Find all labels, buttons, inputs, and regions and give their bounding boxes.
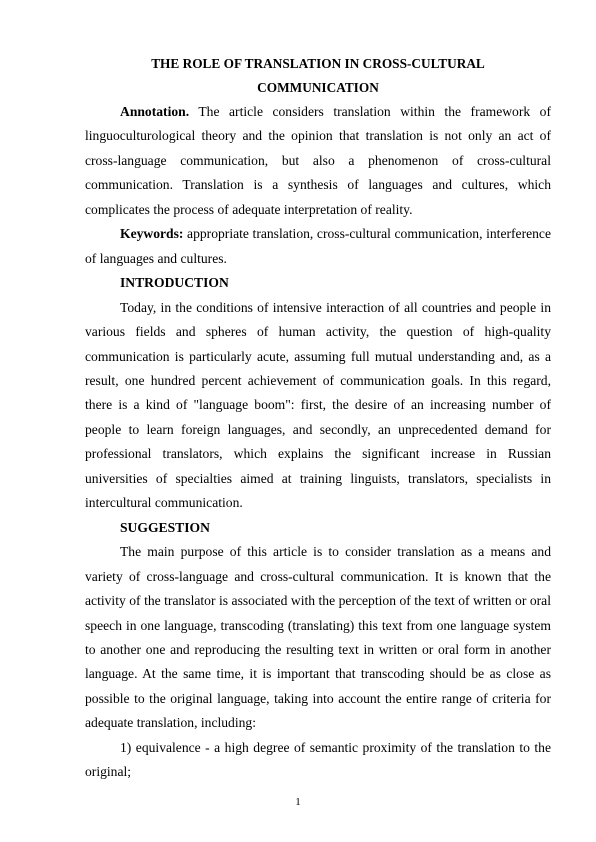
article-title — [85, 52, 551, 100]
document-page — [85, 52, 551, 785]
suggestion-heading: SUGGESTION — [120, 519, 210, 535]
suggestion-paragraph: The main purpose of this article is to consider translation as a means and variety of cross-language and cross-cultural communication. It is known that the activity of the translator is associated with the perception of the text of written or oral speech in one language, transcoding (translating) this text from one language system to another one and reproducing the resulting text in written or oral form in another language. At the same time, it is important that transcoding should be as close as possible to the original language, taking into account the entire range of criteria for adequate translation, including: — [85, 544, 551, 731]
list-item-equivalence: 1) equivalence - a high degree of semantic proximity of the translation to the original; — [85, 739, 551, 780]
keywords-text: appropriate translation, cross-cultural communication, interference of languages and cultures. — [85, 226, 551, 266]
page-number: 1 — [295, 796, 301, 808]
introduction-heading: INTRODUCTION — [120, 275, 229, 291]
introduction-paragraph: Today, in the conditions of intensive interaction of all countries and people in various fields and spheres of human activity, the question of high-quality communication is particularly acute, assuming full mutual understanding and, as a result, one hundred percent achievement of communication goals. In this regard, there is a kind of "language boom": first, the desire of an increasing number of people to learn foreign languages, and secondly, an unprecedented demand for professional translators, which explains the significant increase in Russian universities of specialties aimed at training linguists, translators, specialists in intercultural communication. — [85, 299, 551, 511]
annotation-label: Annotation. — [120, 104, 190, 119]
annotation-paragraph — [85, 100, 551, 222]
keywords-paragraph — [85, 222, 551, 271]
keywords-label: Keywords: — [120, 226, 184, 242]
title-line-2: COMMUNICATION — [257, 80, 379, 95]
title-line-1: THE ROLE OF TRANSLATION IN CROSS-CULTURAL — [151, 56, 485, 71]
annotation-text: The article considers translation within the framework of linguoculturological theory and the opinion that translation is not only an act of cross-language communication, but also a phenomenon of cross-cultural communication. Translation is a synthesis of languages and cultures, which complicates the process of adequate interpretation of reality. — [85, 104, 551, 217]
